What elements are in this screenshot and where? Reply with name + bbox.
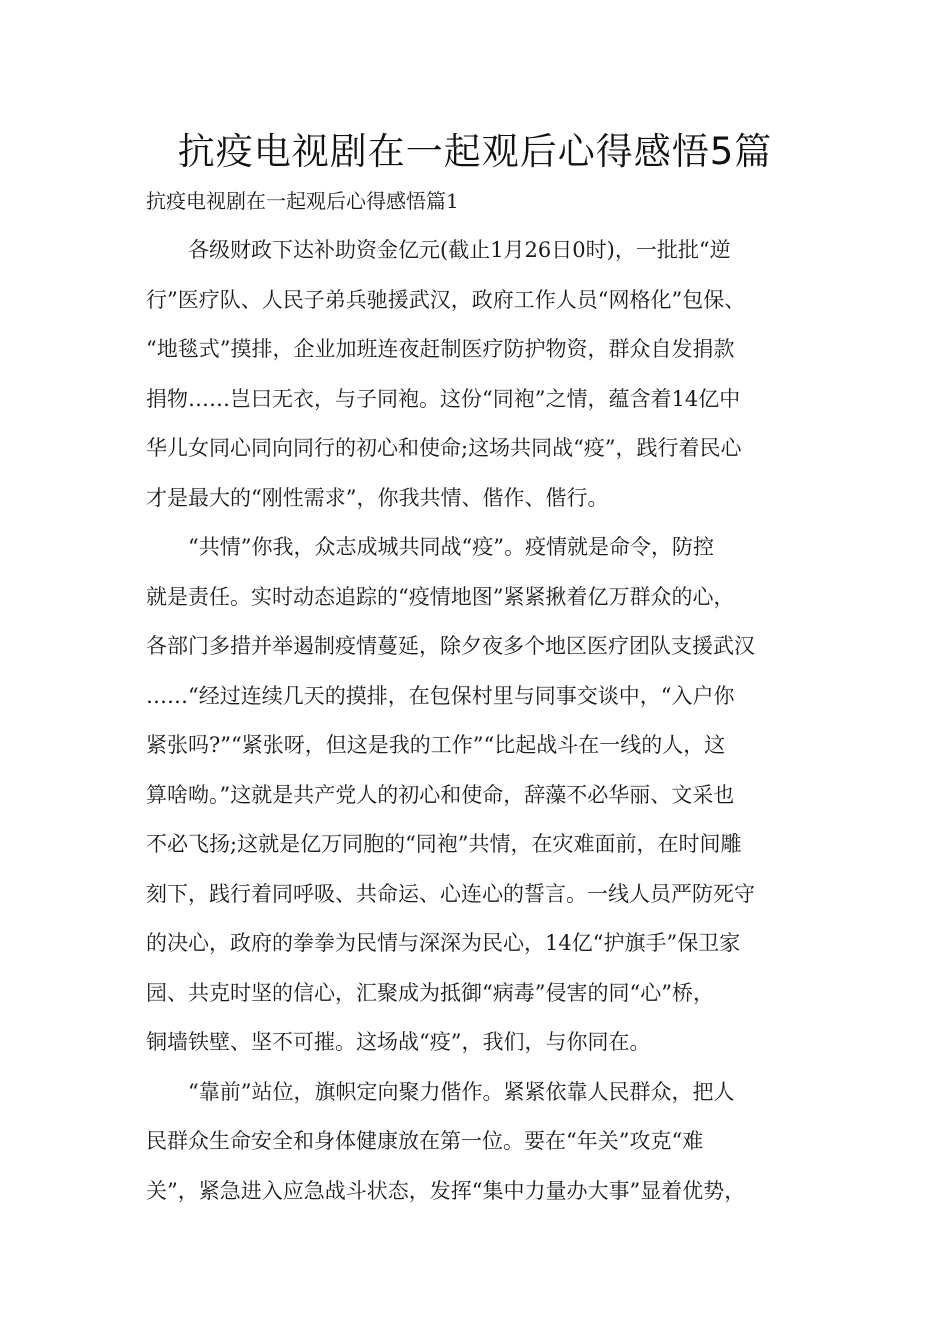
paragraph-line: “共情”你我，众志成城共同战“疫”。疫情就是命令，防控 [188,535,714,559]
paragraph-line: 不必飞扬;这就是亿万同胞的“同袍”共情，在灾难面前，在时间雕 [146,832,742,856]
paragraph-3 [146,1068,816,1217]
paragraph-line: “靠前”站位，旗帜定向聚力偕作。紧紧依靠人民群众，把人 [188,1079,735,1104]
paragraph-line: 才是最大的“刚性需求”，你我共情、偕作、偕行。 [146,485,609,510]
paragraph-line: 就是责任。实时动态追踪的“疫情地图”紧紧揪着亿万群众的心， [146,584,735,609]
paragraph-line: 行”医疗队、人民子弟兵驰援武汉，政府工作人员“网格化”包保、 [146,287,746,312]
document-title: 抗疫电视剧在一起观后心得感悟5篇 [177,130,773,173]
section-heading: 抗疫电视剧在一起观后心得感悟篇1 [146,189,459,213]
paragraph-line: 紧张吗?”“紧张呀，但这是我的工作”“比起战斗在一线的人，这 [146,733,726,757]
paragraph-2 [146,523,816,1068]
paragraph-line: ……“经过连续几天的摸排，在包保村里与同事交谈中，“入户你 [146,683,735,708]
paragraph-line: “地毯式”摸排，企业加班连夜赶制医疗防护物资，群众自发捐款 [146,337,735,361]
paragraph-line: 各部门多措并举遏制疫情蔓延，除夕夜多个地区医疗团队支援武汉 [146,634,755,658]
paragraph-line: 捐物……岂曰无衣，与子同袍。这份“同袍”之情，蕴含着14亿中 [146,386,741,411]
paragraph-line: 算啥呦。”这就是共产党人的初心和使命，辞藻不必华丽、文采也 [146,782,735,807]
paragraph-1 [146,226,816,523]
paragraph-line: 各级财政下达补助资金亿元(截止1月26日0时)，一批批“逆 [188,238,731,262]
paragraph-line: 民群众生命安全和身体健康放在第一位。要在“年关”攻克“难 [146,1129,704,1153]
paragraph-line: 关”，紧急进入应急战斗状态，发挥“集中力量办大事”显着优势， [146,1178,746,1203]
paragraph-line: 刻下，践行着同呼吸、共命运、心连心的誓言。一线人员严防死守 [146,881,755,906]
paragraph-line: 铜墙铁壁、坚不可摧。这场战“疫”，我们，与你同在。 [146,1030,651,1054]
body-text [146,226,816,1216]
paragraph-line: 园、共克时坚的信心，汇聚成为抵御“病毒”侵害的同“心”桥， [146,980,714,1005]
paragraph-line: 华儿女同心同向同行的初心和使命;这场共同战“疫”，践行着民心 [146,436,742,460]
paragraph-line: 的决心，政府的拳拳为民情与深深为民心，14亿“护旗手”保卫家 [146,931,741,955]
